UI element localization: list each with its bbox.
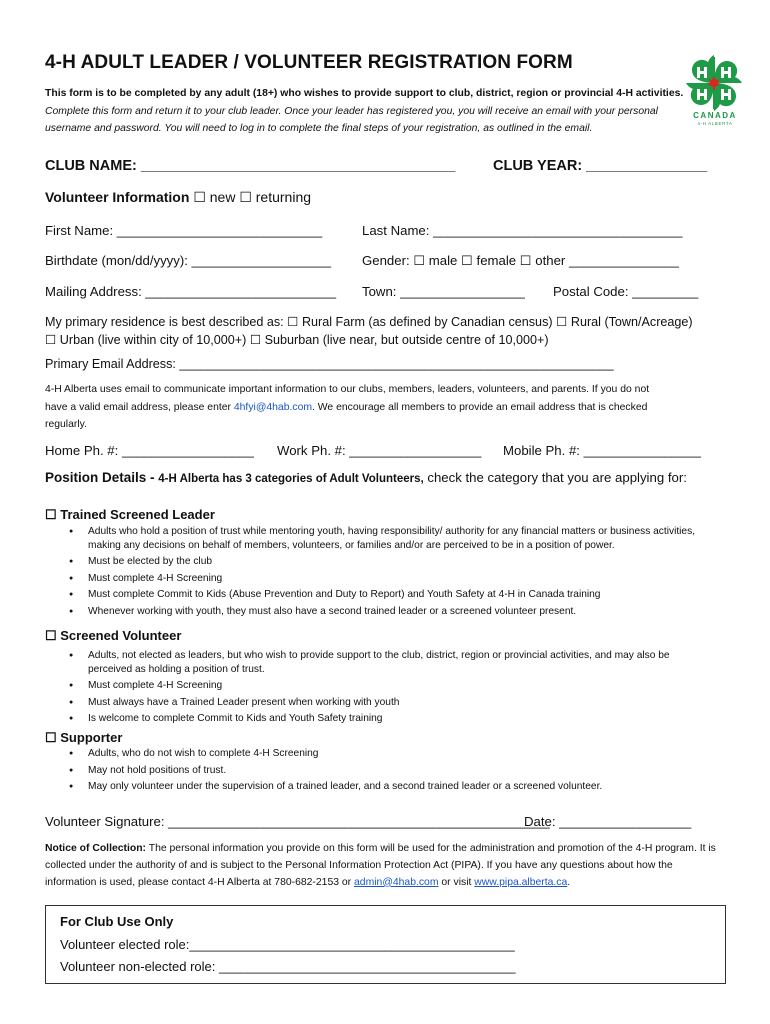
list-item: ● Must always have a Trained Leader present when working with youth [66,696,716,710]
form-title: 4-H ADULT LEADER / VOLUNTEER REGISTRATION FORM [45,52,573,73]
position-details-title: Position Details - [45,470,159,485]
list-item: ● Adults, not elected as leaders, but who wish to provide support to the club, district, region or provincial activities, and may also be perceived as holding a position of trust. [66,649,716,676]
notice-label: Notice of Collection: [45,843,147,854]
logo-alberta-text: 4-H ALBERTA [697,121,733,126]
non-elected-role-field[interactable]: Volunteer non-elected role: _________________________________________ [60,959,516,974]
email-field[interactable]: Primary Email Address: ______________________________________________________________ [45,357,614,371]
supporter-checkbox[interactable]: ☐ Supporter [45,730,123,745]
list-item: ● May not hold positions of trust. [66,764,716,778]
town-field[interactable]: Town: _________________ [362,284,525,299]
email-note-line3: regularly. [45,419,87,430]
notice-text2: or visit [438,876,475,888]
trained-screened-leader-checkbox[interactable]: ☐ Trained Screened Leader [45,507,215,522]
list-item: ● May only volunteer under the supervision of a trained leader, and a second trained leader or a screened volunteer. [66,780,716,794]
elected-role-field[interactable]: Volunteer elected role:_____________________________________________ [60,937,515,952]
intro-bold: This form is to be completed by any adult (18+) who wishes to provide support to club, district, region or provincial 4-H activities. [45,88,684,99]
list-item: ● Is welcome to complete Commit to Kids and Youth Safety training [66,712,716,726]
returning-checkbox[interactable]: ☐ returning [239,189,312,205]
logo-canada-text: CANADA [693,111,737,120]
residence-options-line2[interactable]: ☐ Urban (live within city of 10,000+) ☐ Suburban (live near, but outside centre of 10,000+) [45,333,549,347]
list-item: ● Must be elected by the club [66,555,716,569]
screened-volunteer-checkbox[interactable]: ☐ Screened Volunteer [45,628,182,643]
new-checkbox[interactable]: ☐ new [193,189,236,205]
4h-clover-logo [684,53,744,129]
list-item: ● Must complete 4-H Screening [66,572,716,586]
notice-end: . [567,876,571,888]
email-note-text-b: . We encourage all members to provide an email address that is checked [312,402,648,413]
email-note-line2 [45,399,647,416]
last-name-field[interactable]: Last Name: __________________________________ [362,223,683,238]
signature-field[interactable]: Volunteer Signature: ____________________________________________________ [45,814,550,829]
club-use-title: For Club Use Only [60,914,174,929]
notice-text: The personal information you provide on this form will be used for the administration and promotion of the 4-H program. It is collected under the authority of and is subject to the Personal Information Protection Act (PIPA). If you have any questions about how the information is used, please contact 4-H Alberta at 780-682-2153 or [45,843,716,888]
club-year-field[interactable]: CLUB YEAR: _______________ [493,158,708,174]
volunteer-info-title: Volunteer Information [45,189,190,205]
club-use-box [45,905,726,984]
intro-italic: Complete this form and return it to your club leader. Once your leader has registered you, you will receive an email with your personal username and password. You will need to log in to complete the final steps of your registration, as outlined in the email. [45,105,658,134]
list-item: ● Adults, who do not wish to complete 4-H Screening [66,747,716,761]
form-intro [45,85,685,138]
fyi-email-link[interactable]: 4hfyi@4hab.com [233,402,313,413]
volunteer-info-heading [45,189,311,206]
list-item: ● Adults who hold a position of trust while mentoring youth, having responsibility/ authority for any financial matters or business activities, making any decisions on behalf of members, volunteers, or families and/or are perceived to be in a position of power. [66,525,716,552]
work-phone-field[interactable]: Work Ph. #: __________________ [277,443,482,458]
position-details-rest: check the category that you are applying for: [423,470,687,485]
position-details-heading [45,469,705,488]
mailing-address-field[interactable]: Mailing Address: __________________________ [45,284,337,299]
email-note-text-a: have a valid email address, please enter [45,402,234,413]
supporter-bullets [66,747,716,797]
club-name-field[interactable]: CLUB NAME: _______________________________________ [45,158,456,174]
residence-options-line1[interactable]: My primary residence is best described as: ☐ Rural Farm (as defined by Canadian census) ☐ Rural (Town/Acreage) [45,315,693,329]
trained-leader-bullets [66,525,716,621]
admin-email-link[interactable]: admin@4hab.com [354,876,439,888]
mobile-phone-field[interactable]: Mobile Ph. #: ________________ [503,443,701,458]
birthdate-field[interactable]: Birthdate (mon/dd/yyyy): ___________________ [45,253,331,268]
gender-field[interactable]: Gender: ☐ male ☐ female ☐ other _______________ [362,253,680,268]
postal-code-field[interactable]: Postal Code: _________ [553,284,699,299]
email-note-line1: 4-H Alberta uses email to communicate important information to our clubs, members, leaders, volunteers, and parents. If you do not [45,384,650,395]
list-item: ● Must complete 4-H Screening [66,679,716,693]
screened-volunteer-bullets [66,649,716,729]
home-phone-field[interactable]: Home Ph. #: __________________ [45,443,254,458]
pipa-website-link[interactable]: www.pipa.alberta.ca [474,876,568,888]
position-details-sub: 4-H Alberta has 3 categories of Adult Volunteers, [158,473,424,485]
date-field[interactable]: Date: __________________ [524,814,692,829]
notice-of-collection [45,841,725,891]
list-item: ● Whenever working with youth, they must also have a second trained leader or a screened volunteer present. [66,605,716,619]
first-name-field[interactable]: First Name: ____________________________ [45,223,323,238]
list-item: ● Must complete Commit to Kids (Abuse Prevention and Duty to Report) and Youth Safety at 4-H in Canada training [66,588,716,602]
